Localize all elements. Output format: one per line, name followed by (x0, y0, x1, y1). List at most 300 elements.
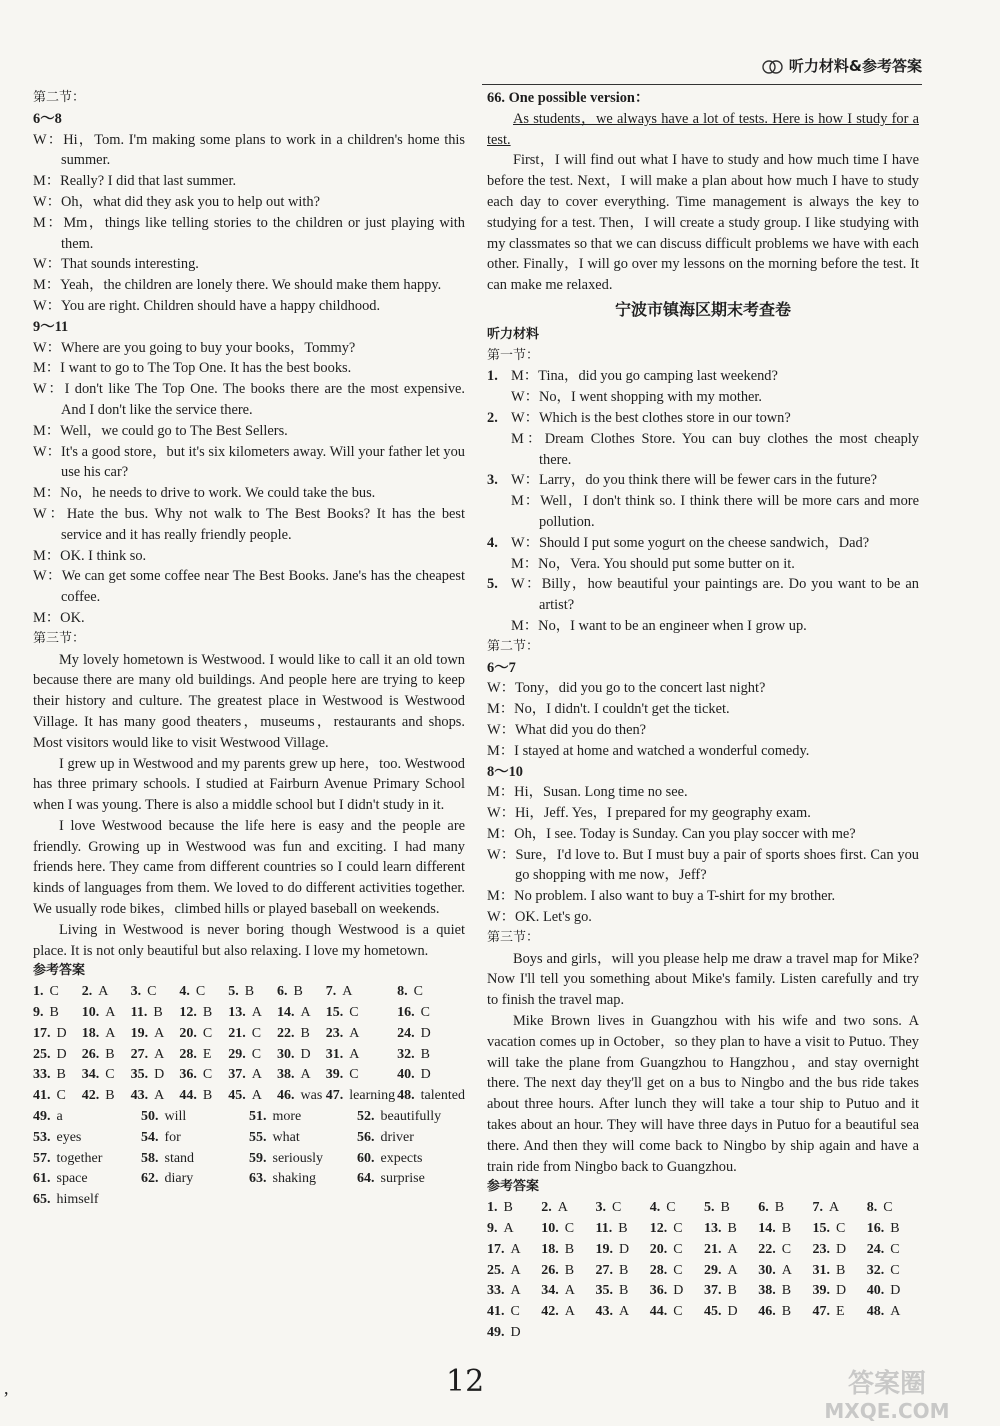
answer-item (397, 982, 465, 1003)
answer-item (650, 1219, 702, 1240)
answer-value: A (727, 1262, 738, 1278)
answer-value: D (836, 1283, 847, 1299)
answer-item (650, 1281, 702, 1302)
answer-number: 63. (249, 1171, 267, 1187)
answer-item (33, 1190, 141, 1211)
svg-text:MXQE.COM: MXQE.COM (824, 1399, 950, 1423)
answer-item (397, 1003, 465, 1024)
answer-value: B (781, 1304, 792, 1320)
answer-item (131, 1065, 178, 1086)
answer-number: 36. (179, 1067, 197, 1083)
answer-value: C (666, 1200, 676, 1216)
answer-value: D (727, 1304, 738, 1320)
right-column (487, 88, 919, 1344)
answer-number: 39. (325, 1067, 344, 1083)
answer-number: 3. (595, 1200, 606, 1216)
answer-item (596, 1219, 648, 1240)
answer-value: A (727, 1241, 738, 1257)
answer-value: A (154, 1088, 165, 1104)
answer-value: A (564, 1304, 575, 1320)
answer-value: B (781, 1283, 792, 1299)
answer-number: 13. (228, 1005, 246, 1021)
dialogue-line: W：Sure，I'd love to. But I must buy a pair of sports shoes first. Can you go shopping with me now，Jeff? (487, 846, 919, 884)
answer-number: 45. (228, 1088, 246, 1104)
answer-item (131, 1003, 178, 1024)
answer-number: 12. (649, 1221, 668, 1237)
answer-number: 43. (130, 1088, 149, 1104)
dialogue-9-11 (33, 338, 465, 629)
answer-item (813, 1261, 865, 1282)
dialogue-line: W：Which is the best clothes store in our town? (511, 409, 791, 426)
answer-number: 44. (649, 1304, 668, 1320)
dialogue-line: M：No，I didn't. I couldn't get the ticket. (487, 701, 730, 718)
answer-value: B (619, 1283, 629, 1299)
answer-value: B (202, 1005, 213, 1021)
answer-item (867, 1302, 919, 1323)
answer-value: C (890, 1262, 900, 1278)
answer-item (82, 1065, 129, 1086)
margin-mark: , (4, 1378, 9, 1398)
answer-value: A (105, 1005, 116, 1021)
answer-value: talented (420, 1088, 465, 1104)
answer-number: 9. (33, 1005, 44, 1021)
answer-number: 29. (228, 1046, 246, 1062)
left-column (33, 88, 465, 1211)
answer-item (277, 1045, 324, 1066)
listening-label: 听力材料 (487, 326, 540, 342)
answer-item (704, 1198, 756, 1219)
answer-number: 27. (595, 1262, 613, 1278)
section-label: 第三节： (487, 929, 540, 945)
answer-item (326, 1003, 395, 1024)
answer-number: 7. (325, 984, 337, 1000)
answer-number: 32. (397, 1046, 415, 1062)
q66-body: First，I will find out what I have to study and how much time I have before the test. Next，I will make a plan about how much I have to study each day to cover everything. Time management is always the key to studying for a test. Then，I will create a study group. I like studying with my classmates so that we can discuss difficult problems we have with each other. Finally，I will go over my lessons on the morning before the test. It can make me relaxed. (487, 152, 919, 294)
answer-value: A (300, 1067, 311, 1083)
passage-paragraph: Mike Brown lives in Guangzhou with his wife and two sons. A vacation comes up in October，so they plan to have a visit to Putuo. They will take the plane from Guangzhou to Hangzhou，and stay overnight there. The next day they'll get on a bus to Ningbo and the bus ride takes about three hours. After lunch they will take a tour ship to Putuo and it takes about an hour. They will have three days in Putuo for a beautiful sea there. And then they will come back to Ningbo by ship again and have a train ride from Ningbo back to Guangzhou. (487, 1013, 919, 1175)
answer-item (228, 1086, 275, 1107)
passage-paragraph: Living in Westwood is never boring though Westwood is a quiet place. It is not only beautiful but also relaxing. I love my hometown. (33, 921, 465, 959)
answer-value: seriously (272, 1150, 324, 1166)
answer-item (249, 1169, 357, 1190)
dialogue-line: M：Dream Clothes Store. You can buy clothes the most cheaply there. (511, 430, 919, 468)
answer-item (541, 1261, 593, 1282)
answer-number: 1. (487, 1200, 498, 1216)
answer-number: 49. (487, 1325, 505, 1341)
answer-item (33, 1107, 141, 1128)
dialogue-line: W：Tony，did you go to the concert last night? (487, 680, 766, 697)
answer-number: 32. (866, 1262, 885, 1278)
answer-item (867, 1219, 919, 1240)
dialogue-6-7 (487, 678, 919, 761)
answer-item (82, 1086, 129, 1107)
answer-item (179, 1065, 226, 1086)
answer-item (357, 1149, 465, 1170)
question-number: 3. (487, 472, 498, 489)
answer-value: B (836, 1262, 846, 1278)
answer-number: 33. (487, 1283, 505, 1299)
answer-number: 44. (179, 1088, 197, 1104)
answer-item (867, 1261, 919, 1282)
answer-value: B (56, 1067, 66, 1083)
answer-number: 30. (758, 1262, 776, 1278)
answer-number: 12. (179, 1005, 197, 1021)
answer-value: C (105, 1067, 115, 1083)
question-lines (511, 470, 919, 532)
answer-item (813, 1198, 865, 1219)
q66-first-sentence: As students，we always have a lot of tests. Here is how I study for a test. (487, 110, 919, 148)
answer-number: 17. (33, 1025, 51, 1041)
answer-value: C (781, 1241, 792, 1257)
answer-number: 24. (866, 1241, 885, 1257)
answer-item (249, 1107, 357, 1128)
answer-number: 25. (33, 1046, 51, 1062)
group-label: 9～11 (33, 318, 69, 335)
answer-item (326, 1024, 395, 1045)
answer-value: a (56, 1109, 63, 1125)
header-rule (482, 84, 922, 85)
answer-value: C (883, 1200, 893, 1216)
westwood-passage (33, 650, 465, 962)
answer-number: 20. (649, 1241, 668, 1257)
dialogue-line: W：Hi，Tom. I'm making some plans to work in a children's home this summer. (33, 131, 465, 169)
answer-number: 26. (541, 1262, 559, 1278)
answer-number: 21. (228, 1025, 246, 1041)
answer-item (33, 1086, 80, 1107)
dialogue-line: W：OK. Let's go. (487, 909, 592, 926)
answer-item (596, 1198, 648, 1219)
answers-label: 参考答案 (487, 1179, 540, 1195)
answer-value: A (349, 1046, 360, 1062)
answer-value: B (774, 1200, 785, 1216)
answer-item (487, 1261, 539, 1282)
answer-number: 36. (649, 1283, 668, 1299)
answer-item (131, 982, 178, 1003)
dialogue-line: W：What did you do then? (487, 721, 647, 738)
answer-item (487, 1323, 539, 1344)
dialogue-line: W：Where are you going to buy your books，Tommy? (33, 339, 356, 356)
answer-number: 1. (33, 984, 44, 1000)
answer-value: C (420, 1005, 431, 1021)
answer-number: 40. (866, 1283, 885, 1299)
answer-value: C (202, 1025, 213, 1041)
answer-value: surprise (380, 1171, 425, 1187)
answer-value: together (56, 1150, 103, 1166)
svg-text:答案圈: 答案圈 (847, 1369, 927, 1399)
answer-item (33, 1128, 141, 1149)
answer-value: A (503, 1221, 514, 1237)
travel-map-passage (487, 949, 919, 1178)
answer-item (228, 1024, 275, 1045)
answer-item (82, 1045, 129, 1066)
answer-number: 13. (704, 1221, 722, 1237)
answer-number: 54. (141, 1129, 159, 1145)
answer-item (650, 1302, 702, 1323)
answer-number: 50. (141, 1109, 159, 1125)
answer-value: A (251, 1005, 262, 1021)
question-item (487, 533, 919, 575)
answer-item (326, 1086, 395, 1107)
answer-item (33, 1065, 80, 1086)
dialogue-line: W：Oh，what did they ask you to help out with? (33, 193, 320, 210)
answer-value: himself (56, 1192, 99, 1208)
section-label: 第三节： (33, 630, 86, 646)
answer-value: C (673, 1262, 683, 1278)
dialogue-line: W：Should I put some yogurt on the cheese sandwich，Dad? (511, 534, 870, 551)
answer-number: 42. (81, 1088, 100, 1104)
answer-item (141, 1169, 249, 1190)
answer-item (758, 1219, 810, 1240)
answer-item (357, 1128, 465, 1149)
answer-item (277, 982, 324, 1003)
answer-number: 11. (595, 1221, 613, 1237)
answer-item (33, 1169, 141, 1190)
answer-item (397, 1086, 465, 1107)
answer-item (397, 1065, 465, 1086)
answer-value: C (673, 1221, 683, 1237)
answer-number: 59. (249, 1150, 267, 1166)
answer-value: C (890, 1241, 900, 1257)
answer-item (867, 1281, 919, 1302)
passage-paragraph: I grew up in Westwood and my parents grew up here，too. Westwood has three primary schools. I studied at Fairburn Avenue Primary School when I was young. There is also a middle school but I didn't study in it. (33, 755, 465, 814)
answer-value: C (612, 1200, 622, 1216)
answer-item (357, 1107, 465, 1128)
dialogue-line: W：I don't like The Top One. The books there are the most expensive. And I don't like the service there. (33, 381, 465, 418)
answer-value: B (727, 1221, 737, 1237)
dialogue-line: M：No problem. I also want to buy a T-shirt for my brother. (487, 888, 836, 905)
answer-number: 49. (33, 1109, 51, 1125)
answer-number: 43. (595, 1304, 613, 1320)
answer-value: driver (380, 1129, 414, 1145)
dialogue-line: W：That sounds interesting. (33, 256, 199, 273)
answer-value: B (781, 1221, 792, 1237)
answer-value: will (164, 1109, 187, 1125)
answer-value: D (56, 1046, 67, 1062)
answer-item (179, 982, 226, 1003)
answer-item (82, 1003, 129, 1024)
answer-number: 19. (130, 1025, 149, 1041)
answer-value: A (154, 1046, 165, 1062)
answer-value: D (619, 1241, 630, 1257)
answer-value: C (836, 1221, 846, 1237)
answer-number: 8. (397, 984, 408, 1000)
answer-value: diary (164, 1171, 194, 1187)
answer-item (813, 1281, 865, 1302)
answer-value: more (272, 1109, 302, 1125)
exam-title: 宁波市镇海区期末考查卷 (614, 299, 791, 319)
question-item (487, 574, 919, 636)
answer-value: A (342, 984, 353, 1000)
answer-item (326, 1045, 395, 1066)
answer-item (758, 1281, 810, 1302)
answer-value: B (727, 1283, 737, 1299)
q66-title: 66. One possible version： (487, 90, 650, 106)
answer-value: D (673, 1283, 684, 1299)
answer-value: B (105, 1088, 115, 1104)
answer-value: B (153, 1005, 163, 1021)
group-label: 8～10 (487, 763, 523, 780)
answer-number: 7. (812, 1200, 823, 1216)
question-lines (511, 574, 919, 636)
page-number: 12 (446, 1364, 485, 1399)
answer-item (131, 1086, 178, 1107)
dialogue-line: M：No，he needs to drive to work. We could take the bus. (33, 485, 376, 502)
answer-number: 20. (179, 1025, 197, 1041)
answer-number: 34. (541, 1283, 559, 1299)
answer-item (704, 1261, 756, 1282)
answer-value: B (890, 1221, 900, 1237)
answer-number: 15. (812, 1221, 830, 1237)
answer-value: C (147, 984, 157, 1000)
answer-value: C (251, 1046, 262, 1062)
answer-number: 47. (812, 1304, 830, 1320)
answer-value: C (49, 984, 59, 1000)
answer-value: A (349, 1025, 360, 1041)
answer-item (487, 1281, 539, 1302)
question-lines (511, 366, 919, 408)
answer-number: 62. (141, 1171, 159, 1187)
answer-item (704, 1240, 756, 1261)
answer-item (596, 1302, 648, 1323)
dialogue-line: M：No，I want to be an engineer when I grow up. (511, 617, 807, 634)
answers-label: 参考答案 (33, 963, 86, 979)
answer-number: 31. (812, 1262, 830, 1278)
dialogue-line: M：Well，I don't think so. I think there will be more cars and more pollution. (511, 493, 919, 530)
dialogue-line: W：Hate the bus. Why not walk to The Best Books? It has the best service and it has really friendly people. (33, 505, 465, 543)
answer-number: 38. (758, 1283, 776, 1299)
dialogue-line: W：Hi，Jeff. Yes，I prepared for my geography exam. (487, 805, 811, 822)
question-lines (511, 533, 919, 575)
dialogue-line: M：No，Vera. You should put some butter on it. (511, 555, 795, 572)
dialogue-line: M：I stayed at home and watched a wonderful comedy. (487, 742, 810, 759)
answer-value: B (420, 1046, 431, 1062)
answer-item (179, 1003, 226, 1024)
dialogue-line: M：Yeah，the children are lonely there. We should make them happy. (33, 277, 442, 294)
answer-number: 5. (704, 1200, 715, 1216)
answer-item (397, 1045, 465, 1066)
answer-item (596, 1261, 648, 1282)
group-label: 6～8 (33, 110, 62, 127)
answer-number: 53. (33, 1129, 51, 1145)
answer-value: A (510, 1241, 521, 1257)
answer-item (487, 1219, 539, 1240)
answer-item (650, 1240, 702, 1261)
answer-item (650, 1261, 702, 1282)
answer-number: 37. (228, 1067, 246, 1083)
answer-item (541, 1219, 593, 1240)
answer-number: 55. (249, 1129, 267, 1145)
dialogue-line: M：I want to go to The Top One. It has the best books. (33, 360, 352, 377)
answer-item (758, 1261, 810, 1282)
answer-value: C (673, 1304, 683, 1320)
answer-number: 2. (541, 1200, 552, 1216)
answer-item (228, 1003, 275, 1024)
answer-number: 8. (866, 1200, 878, 1216)
dialogue-line: W：No，I went shopping with my mother. (511, 389, 763, 406)
answer-item (596, 1281, 648, 1302)
answer-item (813, 1240, 865, 1261)
question-item (487, 366, 919, 408)
answer-value: B (564, 1241, 575, 1257)
answer-item (487, 1302, 539, 1323)
answer-value: B (244, 984, 255, 1000)
answer-value: C (349, 1067, 359, 1083)
answer-item (758, 1240, 810, 1261)
dialogue-line: W：It's a good store，but it's six kilometers away. Will your father let you use his car? (33, 443, 465, 481)
answer-value: D (300, 1046, 311, 1062)
answer-value: A (510, 1283, 521, 1299)
answer-value: C (413, 984, 424, 1000)
answer-number: 11. (130, 1005, 148, 1021)
answer-value: expects (380, 1150, 423, 1166)
answer-number: 28. (649, 1262, 668, 1278)
answer-item (758, 1198, 810, 1219)
answer-number: 35. (595, 1283, 613, 1299)
answer-item (33, 1045, 80, 1066)
dialogue-line: M：OK. (33, 609, 85, 626)
answer-number: 41. (487, 1304, 505, 1320)
answer-value: D (56, 1025, 67, 1041)
group-label: 6～7 (487, 659, 516, 676)
answer-item (541, 1240, 593, 1261)
answer-value: B (619, 1262, 629, 1278)
answer-value: A (619, 1304, 630, 1320)
answer-value: C (349, 1005, 359, 1021)
answer-number: 56. (357, 1129, 375, 1145)
watermark-logo (782, 1362, 992, 1426)
answer-item (277, 1024, 324, 1045)
answer-item (650, 1198, 702, 1219)
answer-item (179, 1086, 226, 1107)
answer-item (131, 1045, 178, 1066)
answer-item (541, 1281, 593, 1302)
answer-number: 47. (325, 1088, 344, 1104)
answer-number: 51. (249, 1109, 267, 1125)
answer-value: D (420, 1025, 431, 1041)
answer-number: 41. (33, 1088, 51, 1104)
answer-number: 58. (141, 1150, 159, 1166)
dialogue-line: W：Larry，do you think there will be fewer cars in the future? (511, 472, 878, 489)
answer-item (82, 1024, 129, 1045)
answer-value: C (251, 1025, 262, 1041)
answer-number: 18. (541, 1241, 559, 1257)
answer-number: 25. (487, 1262, 505, 1278)
answer-number: 15. (325, 1005, 344, 1021)
answer-number: 16. (397, 1005, 415, 1021)
answer-number: 26. (81, 1046, 100, 1062)
answer-value: C (673, 1241, 683, 1257)
question-number: 5. (487, 576, 498, 593)
answer-value: was (300, 1088, 323, 1104)
dialogue-line: W：Billy，how beautiful your paintings are. Do you want to be an artist? (511, 576, 919, 614)
answer-item (33, 1003, 80, 1024)
answer-item (33, 982, 80, 1003)
answer-item (596, 1240, 648, 1261)
question-number: 1. (487, 368, 498, 385)
answer-number: 34. (81, 1067, 100, 1083)
answer-item (33, 1024, 80, 1045)
answer-number: 39. (812, 1283, 830, 1299)
answer-value: A (105, 1025, 116, 1041)
answer-value: A (154, 1025, 165, 1041)
answer-value: D (890, 1283, 901, 1299)
answer-item (867, 1240, 919, 1261)
dialogue-8-10 (487, 782, 919, 928)
answer-number: 16. (866, 1221, 885, 1237)
answer-number: 29. (704, 1262, 722, 1278)
answer-value: stand (164, 1150, 195, 1166)
answer-value: A (557, 1200, 568, 1216)
